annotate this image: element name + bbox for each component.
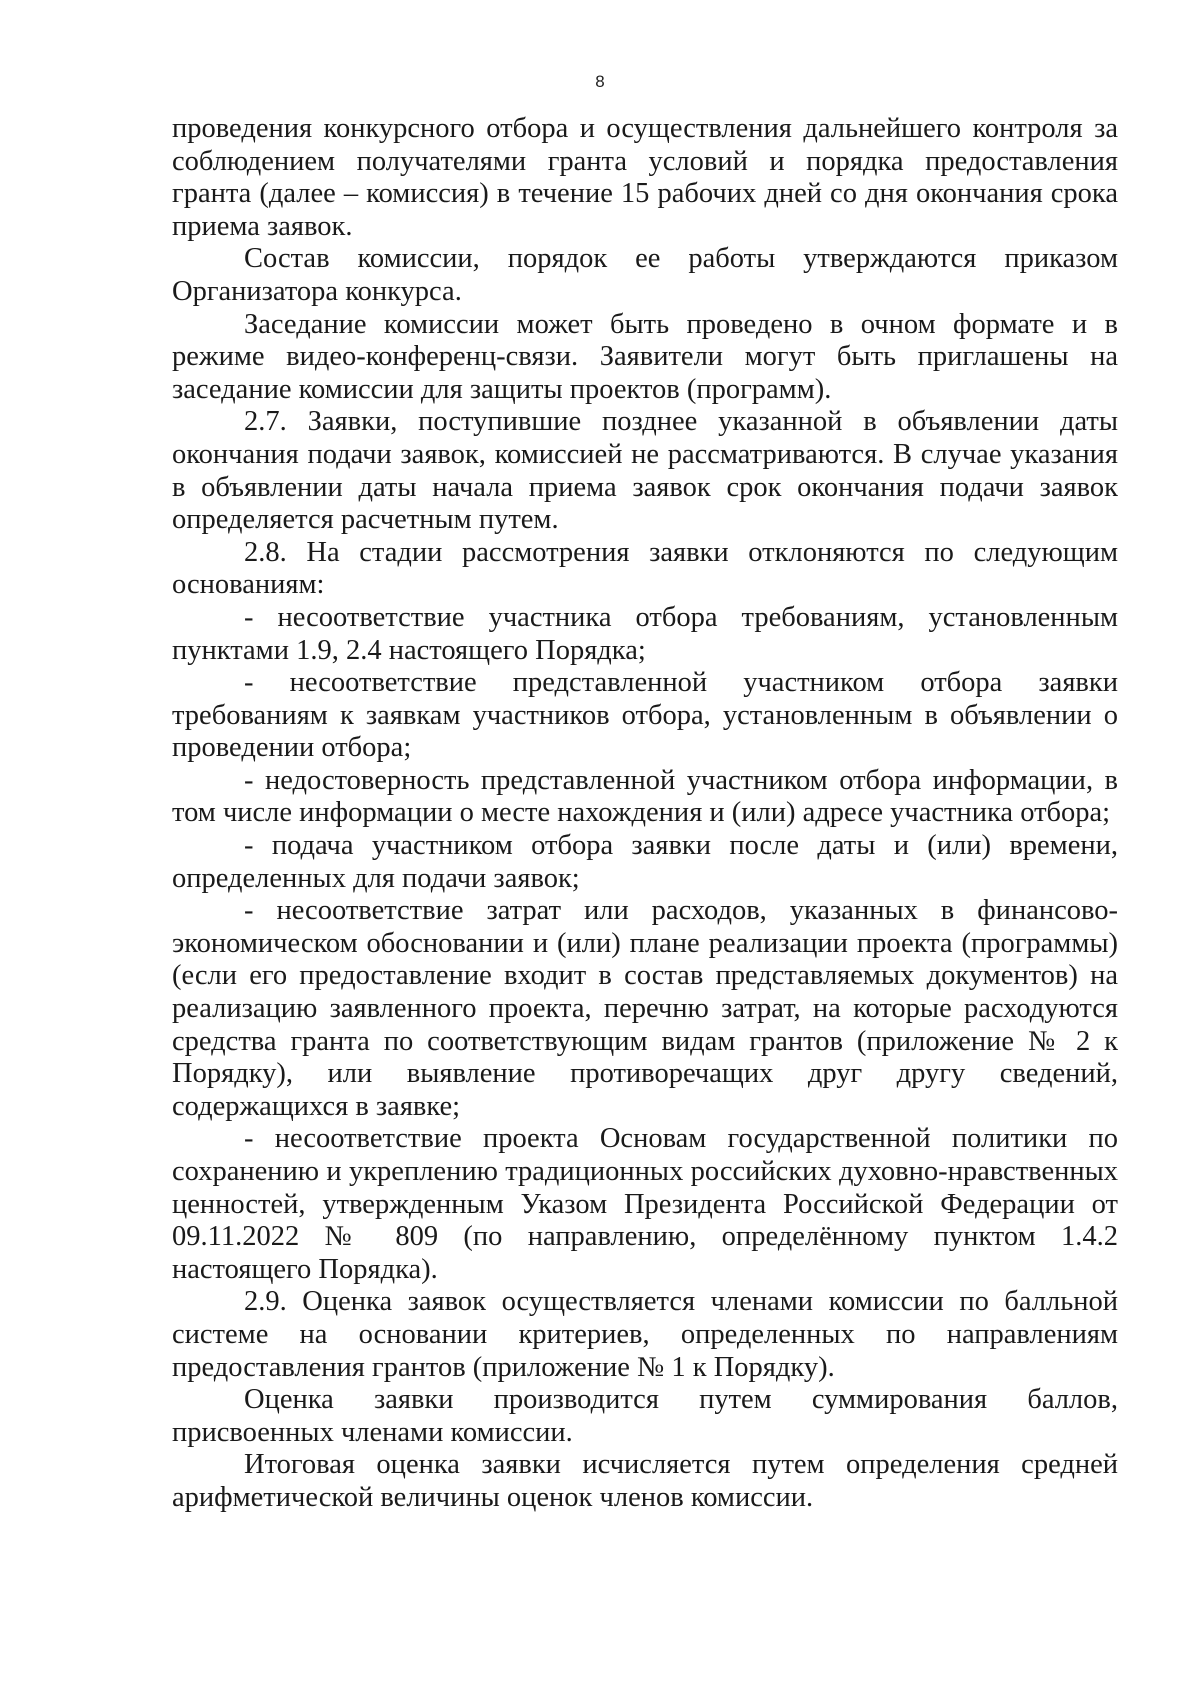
list-item: - подача участником отбора заявки после даты и (или) времени, определенных для подачи заявок; (172, 830, 1118, 894)
paragraph-2-9: 2.9. Оценка заявок осуществляется членами комиссии по балльной системе на основании критериев, определенных по направлениям предоставления грантов (приложение № 1 к Порядку). (172, 1286, 1118, 1383)
paragraph: Итоговая оценка заявки исчисляется путем определения средней арифметической величины оценок членов комиссии. (172, 1449, 1118, 1513)
paragraph-2-8: 2.8. На стадии рассмотрения заявки отклоняются по следующим основаниям: (172, 536, 1118, 601)
list-item: - несоответствие проекта Основам государственной политики по сохранению и укреплению традиционных российских духовно-нравственных ценностей, утвержденным Указом Президента Российской Федерации от 09.11.2022 № 809 (по направлению, определённому пунктом 1.4.2 настоящего Порядка). (172, 1123, 1118, 1285)
paragraph: проведения конкурсного отбора и осуществления дальнейшего контроля за соблюдением получателями гранта условий и порядка предоставления гранта (далее – комиссия) в течение 15 рабочих дней со дня окончания срока приема заявок. (172, 113, 1118, 242)
list-item: - несоответствие затрат или расходов, указанных в финансово-экономическом обосновании и (или) плане реализации проекта (программы) (если его предоставление входит в состав представляемых документов) на реализацию заявленного проекта, перечню затрат, на которые расходуются средства гранта по соответствующим видам грантов (приложение № 2 к Порядку), или выявление противоречащих друг другу сведений, содержащихся в заявке; (172, 895, 1118, 1122)
page-number: 8 (595, 72, 605, 91)
list-item: - несоответствие представленной участником отбора заявки требованиям к заявкам участников отбора, установленным в объявлении о проведении отбора; (172, 667, 1118, 764)
paragraph: Оценка заявки производится путем суммирования баллов, присвоенных членами комиссии. (172, 1384, 1118, 1448)
paragraph: Заседание комиссии может быть проведено в очном формате и в режиме видео-конференц-связи. Заявители могут быть приглашены на заседание комиссии для защиты проектов (программ). (172, 308, 1118, 405)
list-item: - несоответствие участника отбора требованиям, установленным пунктами 1.9, 2.4 настоящего Порядка; (172, 601, 1118, 666)
paragraph-2-7: 2.7. Заявки, поступившие позднее указанной в объявлении даты окончания подачи заявок, комиссией не рассматриваются. В случае указания в объявлении даты начала приема заявок срок окончания подачи заявок определяется расчетным путем. (172, 406, 1118, 536)
paragraph: Состав комиссии, порядок ее работы утверждаются приказом Организатора конкурса. (172, 243, 1118, 307)
list-item: - недостоверность представленной участником отбора информации, в том числе информации о месте нахождения и (или) адресе участника отбора; (172, 764, 1118, 829)
document-body (172, 113, 1118, 1515)
